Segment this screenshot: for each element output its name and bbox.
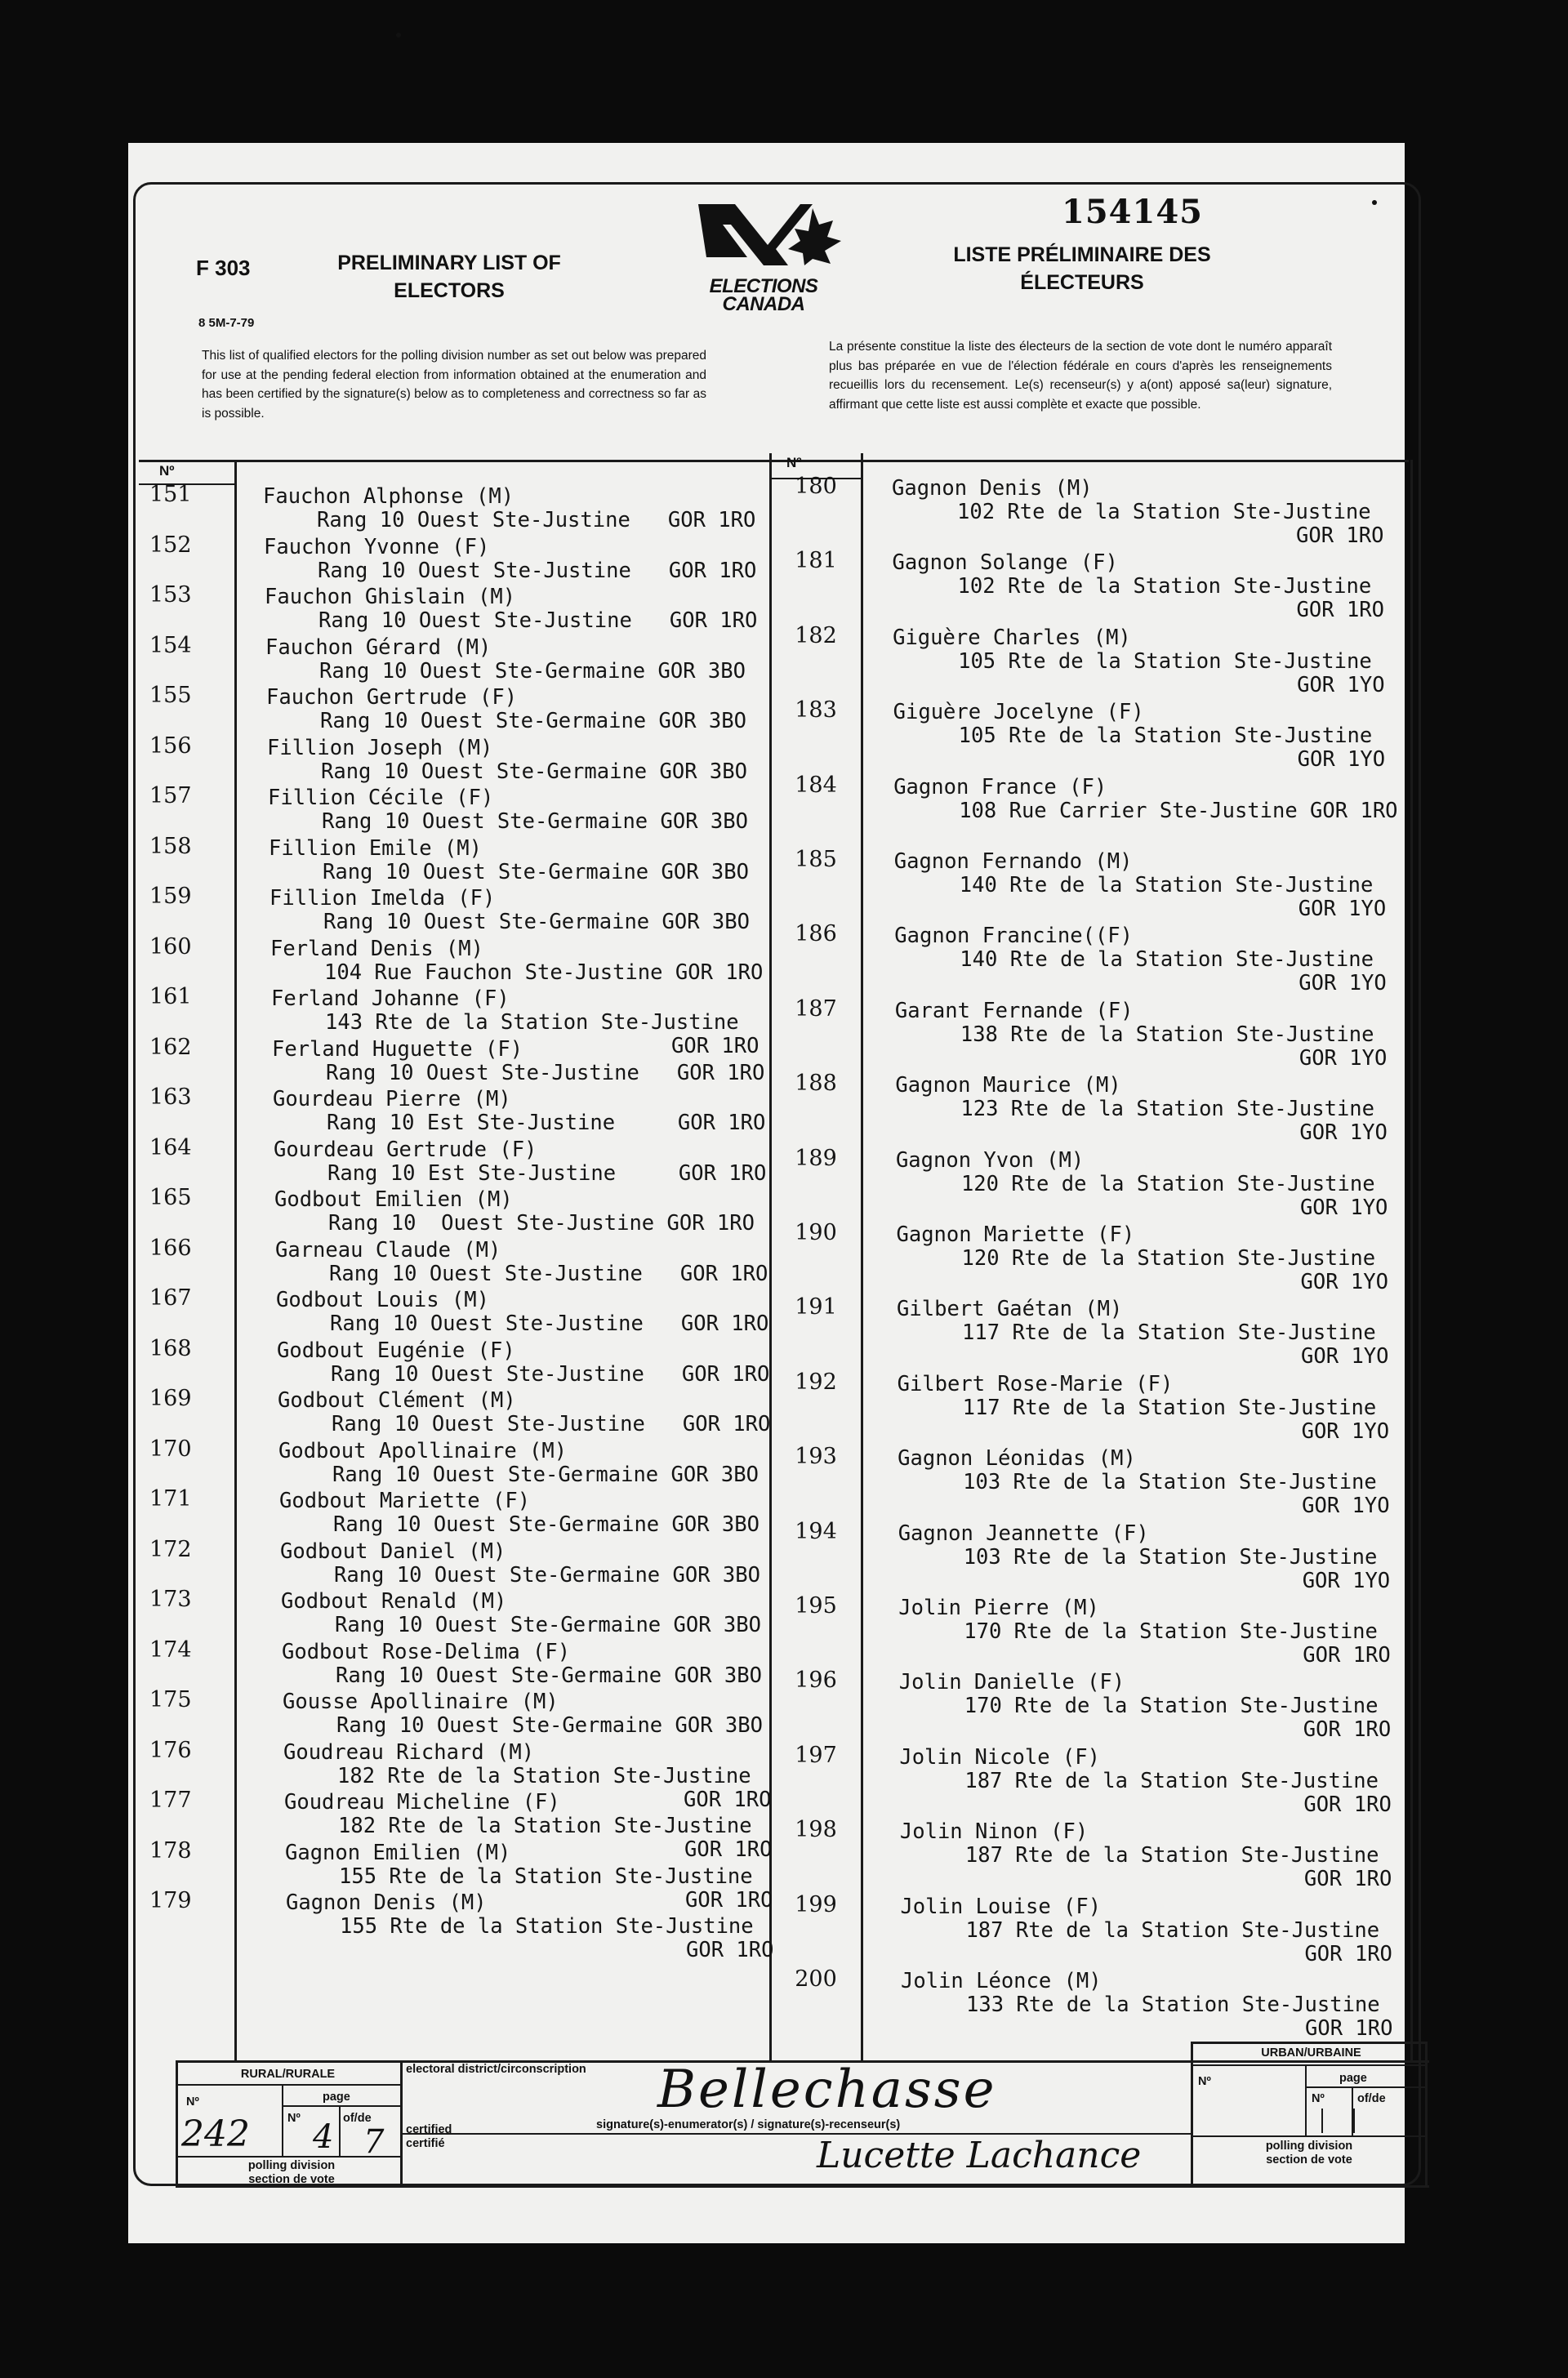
elector-number: 179: [149, 1888, 192, 1913]
elector-name: Gilbert Gaétan (M): [897, 1297, 1123, 1322]
elector-address: 140 Rte de la Station Ste-Justine: [959, 873, 1374, 897]
elector-name: Gagnon Denis (M): [892, 476, 1093, 501]
signature-label: signature(s)-enumerator(s) / signature(s)-recenseur(s): [596, 2118, 901, 2131]
enumerator-signature: Lucette Lachance: [817, 2135, 1142, 2176]
elector-number: 200: [795, 1966, 837, 1992]
elector-number: 157: [149, 783, 192, 808]
rural-header-rule: [176, 2084, 403, 2086]
elector-address: Rang 10 Ouest Ste-Germaine GOR 3BO: [323, 859, 749, 884]
elector-address: 120 Rte de la Station Ste-Justine: [961, 1246, 1376, 1271]
rural-page-rule: [282, 2105, 402, 2107]
elector-number: 176: [149, 1737, 192, 1763]
elector-postal-code: GOR 1YO: [1298, 897, 1387, 921]
elector-postal-code: GOR 1RO: [1303, 1643, 1391, 1668]
elector-number: 194: [795, 1518, 837, 1544]
rural-page-no-label: Nº: [287, 2112, 301, 2125]
elector-name: Jolin Ninon (F): [899, 1819, 1089, 1845]
elector-name: Godbout Rose-Delima (F): [282, 1639, 571, 1664]
elector-address: Rang 10 Ouest Ste-Justine GOR 1RO: [328, 1211, 755, 1236]
elector-number: 162: [149, 1034, 192, 1060]
elector-number: 151: [149, 482, 192, 507]
left-no-header: Nº: [159, 463, 175, 479]
elector-number: 185: [795, 847, 837, 872]
rural-of-label: of/de: [343, 2112, 372, 2125]
elector-number: 166: [149, 1235, 192, 1261]
elector-address: Rang 10 Ouest Ste-Justine GOR 1RO: [318, 558, 757, 583]
elector-postal-code: GOR 1YO: [1298, 1045, 1388, 1071]
elector-address: 133 Rte de la Station Ste-Justine: [966, 1993, 1380, 2017]
elector-address: 117 Rte de la Station Ste-Justine: [962, 1395, 1377, 1420]
intro-french: La présente constitue la liste des électeurs de la section de vote dont le numéro apparaît plus bas préparée en vue de l'élection fédérale en cours d'après les renseignements recueillis lors du recensement. Le(s) recenseur(s) y a(ont) apposé sa(leur) signature, affirmant que cette liste est aussi complète et exacte que possible.: [829, 340, 1332, 412]
rural-page-total: 7: [363, 2123, 385, 2161]
rural-box-right-edge: [400, 2060, 403, 2188]
elector-postal-code: GOR 1RO: [1296, 598, 1385, 623]
elector-name: Gousse Apollinaire (M): [283, 1690, 559, 1714]
elector-postal-code: GOR 1YO: [1301, 1344, 1389, 1369]
elector-name: Gourdeau Gertrude (F): [274, 1137, 537, 1162]
elector-name: Godbout Louis (M): [276, 1288, 489, 1312]
elector-number: 158: [149, 833, 192, 859]
elector-address: 155 Rte de la Station Ste-Justine: [339, 1864, 753, 1889]
elector-name: Fillion Cécile (F): [268, 786, 494, 810]
elector-address: Rang 10 Ouest Ste-Germaine GOR 3BO: [332, 1462, 759, 1487]
elector-postal-code: GOR 1YO: [1300, 1270, 1388, 1294]
elector-name: Gagnon Fernando (M): [893, 849, 1133, 874]
elector-number: 180: [795, 474, 837, 499]
elector-name: Fauchon Yvonne (F): [264, 534, 490, 559]
elector-number: 159: [149, 884, 192, 909]
elector-name: Gagnon Yvon (M): [895, 1147, 1085, 1173]
elector-postal-code: GOR 1YO: [1299, 1195, 1388, 1220]
elector-number: 188: [795, 1071, 837, 1097]
elector-address: 105 Rte de la Station Ste-Justine: [958, 724, 1373, 749]
urban-box-right-edge: [1425, 2042, 1428, 2188]
elector-name: Fauchon Ghislain (M): [265, 585, 516, 609]
elector-address: 182 Rte de la Station Ste-Justine: [337, 1763, 751, 1788]
elector-number: 170: [149, 1436, 192, 1462]
elector-address: Rang 10 Est Ste-Justine GOR 1RO: [327, 1160, 767, 1186]
urban-value-rule: [1191, 2135, 1428, 2137]
elector-number: 190: [795, 1220, 837, 1245]
elector-name: Gagnon Léonidas (M): [898, 1446, 1136, 1472]
elector-name: Jolin Danielle (F): [898, 1670, 1125, 1695]
elector-address: 143 Rte de la Station Ste-Justine: [325, 1010, 739, 1035]
elector-number: 197: [795, 1742, 837, 1768]
rural-polling-label: [214, 2159, 369, 2187]
elector-name: Jolin Léonce (M): [901, 1969, 1102, 1993]
elector-number: 167: [149, 1285, 192, 1311]
urban-page-arrow-stroke: [1321, 2109, 1323, 2133]
rural-polling-label-en: polling division: [247, 2159, 336, 2172]
elector-name: Godbout Clément (M): [278, 1388, 516, 1413]
title-english: PRELIMINARY LIST OF ELECTORS: [337, 252, 561, 302]
elector-address: Rang 10 Ouest Ste-Germaine GOR 3BO: [334, 1562, 760, 1588]
elector-address: Rang 10 Ouest Ste-Justine GOR 1RO: [318, 608, 758, 633]
elector-name: Gilbert Rose-Marie (F): [897, 1371, 1174, 1396]
elector-address: Rang 10 Ouest Ste-Justine GOR 1RO: [329, 1261, 768, 1286]
elector-address: 105 Rte de la Station Ste-Justine: [958, 648, 1372, 674]
elector-name: Jolin Nicole (F): [899, 1744, 1100, 1770]
urban-page-no-label: Nº: [1312, 2092, 1325, 2105]
elector-postal-code: GOR 1YO: [1299, 1120, 1388, 1146]
elector-name: Goudreau Micheline (F): [284, 1790, 560, 1815]
table-top-rule: [139, 460, 1409, 462]
elector-number: 184: [795, 772, 837, 798]
elector-name: Fauchon Gérard (M): [265, 635, 492, 660]
elector-postal-code: GOR 1YO: [1297, 747, 1386, 773]
elector-number: 175: [149, 1687, 192, 1712]
elector-name: Fauchon Gertrude (F): [266, 685, 518, 710]
elector-address: Rang 10 Ouest Ste-Germaine GOR 3BO: [319, 658, 746, 684]
elector-address: 187 Rte de la Station Ste-Justine: [964, 1768, 1379, 1793]
elector-address: Rang 10 Ouest Ste-Germaine GOR 3BO: [335, 1613, 761, 1637]
elector-name: Gagnon France (F): [893, 774, 1107, 799]
urban-header-rule: [1191, 2064, 1428, 2066]
elector-number: 199: [795, 1891, 837, 1917]
rural-page-number: 4: [313, 2118, 334, 2156]
elector-postal-code: GOR 1RO: [671, 1034, 760, 1058]
elector-number: 168: [149, 1335, 192, 1361]
elector-name: Giguère Jocelyne (F): [893, 700, 1144, 725]
elector-address: 117 Rte de la Station Ste-Justine: [962, 1320, 1376, 1346]
urban-box-top-rule: [1191, 2042, 1428, 2044]
elector-number: 155: [149, 683, 192, 708]
elector-number: 172: [149, 1536, 192, 1562]
elector-number: 154: [149, 632, 192, 658]
elector-address: 155 Rte de la Station Ste-Justine: [340, 1914, 754, 1939]
elector-address: Rang 10 Ouest Ste-Germaine GOR 3BO: [322, 809, 748, 834]
elector-postal-code: GOR 1YO: [1301, 1418, 1390, 1444]
elector-name: Garneau Claude (M): [275, 1237, 501, 1262]
elector-address: Rang 10 Ouest Ste-Justine GOR 1RO: [326, 1060, 765, 1085]
elector-address: 187 Rte de la Station Ste-Justine: [964, 1843, 1379, 1868]
serial-number: 154145: [1062, 193, 1203, 231]
urban-box-left-edge: [1191, 2042, 1193, 2185]
elector-name: Gagnon Emilien (M): [285, 1840, 511, 1865]
elector-number: 160: [149, 933, 192, 960]
elector-name: Godbout Mariette (F): [279, 1489, 531, 1513]
elector-number: 193: [795, 1444, 837, 1470]
footer-left-edge: [176, 2060, 178, 2188]
elector-name: Fillion Emile (M): [269, 835, 482, 861]
elector-name: Gagnon Denis (M): [286, 1890, 487, 1915]
elector-number: 181: [795, 548, 837, 574]
urban-page-label: page: [1339, 2072, 1367, 2085]
elector-postal-code: GOR 1RO: [1303, 1867, 1392, 1892]
elector-address: Rang 10 Ouest Ste-Justine GOR 1RO: [330, 1311, 769, 1336]
elector-address: 104 Rue Fauchon Ste-Justine GOR 1RO: [324, 960, 764, 985]
elector-number: 153: [149, 582, 192, 608]
elector-number: 198: [795, 1817, 837, 1843]
elector-address: Rang 10 Ouest Ste-Germaine GOR 3BO: [336, 1663, 762, 1688]
elector-address: 182 Rte de la Station Ste-Justine: [338, 1814, 752, 1838]
logo-text-line-2: CANADA: [722, 293, 805, 315]
elector-address: 103 Rte de la Station Ste-Justine: [963, 1544, 1378, 1570]
intro-english: This list of qualified electors for the polling division number as set out below was prepared for use at the pending federal election from information obtained at the enumeration and has been certified by the signature(s) below as to completeness and correctness so far as is possible.: [202, 349, 706, 421]
elector-name: Godbout Emilien (M): [274, 1187, 513, 1212]
certified-label-fr: certifié: [406, 2137, 445, 2150]
elector-number: 183: [795, 697, 837, 724]
elector-number: 165: [149, 1185, 192, 1210]
elector-number: 161: [149, 984, 192, 1009]
elector-postal-code: GOR 1RO: [1304, 1941, 1392, 1966]
elector-number: 169: [149, 1386, 192, 1411]
elector-number: 164: [149, 1134, 192, 1160]
rural-label: RURAL/RURALE: [240, 2068, 336, 2081]
elector-address: 138 Rte de la Station Ste-Justine: [960, 1022, 1374, 1047]
elector-number: 189: [795, 1145, 837, 1171]
certified-label: [406, 2123, 452, 2151]
urban-page-rule: [1305, 2086, 1428, 2088]
elector-address: 120 Rte de la Station Ste-Justine: [960, 1171, 1375, 1196]
form-code: F 303: [196, 256, 251, 280]
elector-number: 152: [149, 532, 192, 558]
elector-number: 173: [149, 1587, 192, 1612]
elector-address: 103 Rte de la Station Ste-Justine: [963, 1470, 1377, 1495]
elector-postal-code: GOR 1RO: [1296, 523, 1384, 548]
elector-name: Fauchon Alphonse (M): [263, 484, 514, 509]
urban-of-arrow-stroke: [1353, 2109, 1355, 2133]
elector-address: Rang 10 Ouest Ste-Germaine GOR 3BO: [320, 709, 746, 733]
elector-name: Fillion Joseph (M): [267, 735, 493, 760]
rural-of-divider: [339, 2105, 341, 2158]
elector-postal-code: GOR 1RO: [684, 1837, 773, 1862]
elector-name: Ferland Denis (M): [270, 936, 483, 961]
elector-name: Godbout Apollinaire (M): [278, 1438, 568, 1463]
elector-postal-code: GOR 1YO: [1297, 672, 1385, 697]
urban-of-label: of/de: [1357, 2092, 1386, 2105]
table-right-rule: [1410, 460, 1413, 2060]
elector-address: 170 Rte de la Station Ste-Justine: [964, 1694, 1379, 1719]
elector-postal-code: GOR 1RO: [686, 1938, 774, 1962]
elector-number: 174: [149, 1637, 192, 1663]
elector-postal-code: GOR 1RO: [684, 1787, 772, 1812]
elector-name: Giguère Charles (M): [893, 625, 1131, 650]
form-date: 8 5M-7-79: [198, 316, 255, 330]
elector-address: 123 Rte de la Station Ste-Justine: [960, 1097, 1375, 1122]
elector-name: Ferland Johanne (F): [271, 986, 510, 1011]
elector-number: 163: [149, 1084, 192, 1110]
urban-polling-label: [1232, 2140, 1387, 2167]
elector-address: Rang 10 Ouest Ste-Germaine GOR 3BO: [321, 759, 747, 784]
elector-address: Rang 10 Ouest Ste-Justine GOR 1RO: [331, 1361, 770, 1387]
elector-name: Gourdeau Pierre (M): [273, 1087, 511, 1111]
film-speck: [396, 33, 401, 38]
district-value: Bellechasse: [657, 2060, 997, 2120]
elector-name: Garant Fernande (F): [894, 998, 1134, 1023]
elector-name: Godbout Renald (M): [281, 1589, 507, 1614]
elector-name: Jolin Louise (F): [900, 1894, 1102, 1919]
elector-address: 108 Rue Carrier Ste-Justine GOR 1RO: [959, 798, 1398, 823]
elector-number: 196: [795, 1668, 837, 1694]
elector-number: 192: [795, 1369, 837, 1395]
elector-name: Gagnon Francine((F): [894, 924, 1133, 949]
rural-page-label: page: [323, 2091, 350, 2104]
elector-address: Rang 10 Ouest Ste-Germaine GOR 3BO: [333, 1512, 760, 1537]
film-speck: [1372, 200, 1377, 205]
elector-number: 178: [149, 1837, 192, 1864]
elector-postal-code: GOR 1RO: [1303, 1792, 1392, 1817]
elector-address: Rang 10 Ouest Ste-Justine GOR 1RO: [317, 508, 756, 532]
rural-no-divider: [282, 2084, 283, 2158]
logo-text: [682, 275, 845, 315]
logo-text-line-1: ELECTIONS: [709, 275, 818, 297]
right-number-column-rule-right: [861, 453, 863, 2060]
urban-no-divider: [1305, 2064, 1307, 2136]
elector-address: 170 Rte de la Station Ste-Justine: [964, 1619, 1378, 1644]
elector-postal-code: GOR 1RO: [685, 1887, 773, 1913]
elector-name: Goudreau Richard (M): [283, 1739, 535, 1765]
elector-postal-code: GOR 1YO: [1298, 971, 1387, 996]
elector-number: 182: [795, 622, 837, 648]
certified-label-en: certified: [406, 2123, 452, 2136]
title-french: LISTE PRÉLIMINAIRE DES ÉLECTEURS: [953, 243, 1211, 294]
elector-postal-code: GOR 1YO: [1302, 1494, 1390, 1519]
elector-address: 102 Rte de la Station Ste-Justine: [957, 574, 1372, 599]
elector-name: Godbout Daniel (M): [280, 1539, 506, 1564]
elector-number: 187: [795, 995, 837, 1022]
elector-name: Gagnon Maurice (M): [895, 1073, 1121, 1098]
elector-name: Ferland Huguette (F): [272, 1036, 523, 1062]
district-label: electoral district/circonscription: [406, 2063, 586, 2076]
elector-number: 191: [795, 1294, 837, 1320]
elector-postal-code: GOR 1YO: [1302, 1568, 1391, 1593]
urban-polling-label-fr: section de vote: [1266, 2153, 1352, 2166]
rural-polling-number: 242: [181, 2113, 250, 2155]
elector-number: 186: [795, 921, 837, 947]
rural-polling-label-fr: section de vote: [248, 2173, 335, 2186]
elector-number: 171: [149, 1486, 192, 1512]
elector-address: Rang 10 Ouest Ste-Justine GOR 1RO: [332, 1412, 771, 1436]
elector-name: Gagnon Solange (F): [892, 550, 1118, 576]
elector-address: Rang 10 Est Ste-Justine GOR 1RO: [327, 1111, 766, 1135]
elector-address: 187 Rte de la Station Ste-Justine: [965, 1917, 1380, 1943]
elector-postal-code: GOR 1RO: [1305, 2016, 1393, 2041]
elector-address: Rang 10 Ouest Ste-Germaine GOR 3BO: [336, 1713, 763, 1738]
urban-polling-label-en: polling division: [1265, 2140, 1353, 2153]
left-number-column-rule: [234, 461, 237, 2060]
elector-name: Fillion Imelda (F): [270, 886, 496, 911]
elector-number: 177: [149, 1788, 192, 1813]
elector-number: 195: [795, 1593, 837, 1619]
elector-address: 140 Rte de la Station Ste-Justine: [960, 947, 1374, 973]
elector-name: Gagnon Mariette (F): [896, 1222, 1135, 1247]
elector-name: Gagnon Jeannette (F): [898, 1521, 1149, 1546]
elector-name: Jolin Pierre (M): [898, 1596, 1099, 1620]
elector-number: 156: [149, 733, 192, 759]
urban-label: URBAN/URBAINE: [1261, 2046, 1361, 2060]
elector-address: 102 Rte de la Station Ste-Justine: [957, 500, 1371, 524]
elector-name: Godbout Eugénie (F): [277, 1338, 515, 1363]
right-no-header: Nº: [786, 455, 802, 470]
urban-no-label: Nº: [1198, 2075, 1211, 2088]
elector-address: Rang 10 Ouest Ste-Germaine GOR 3BO: [323, 910, 750, 934]
elector-postal-code: GOR 1RO: [1303, 1717, 1392, 1743]
rural-no-label: Nº: [186, 2095, 199, 2109]
